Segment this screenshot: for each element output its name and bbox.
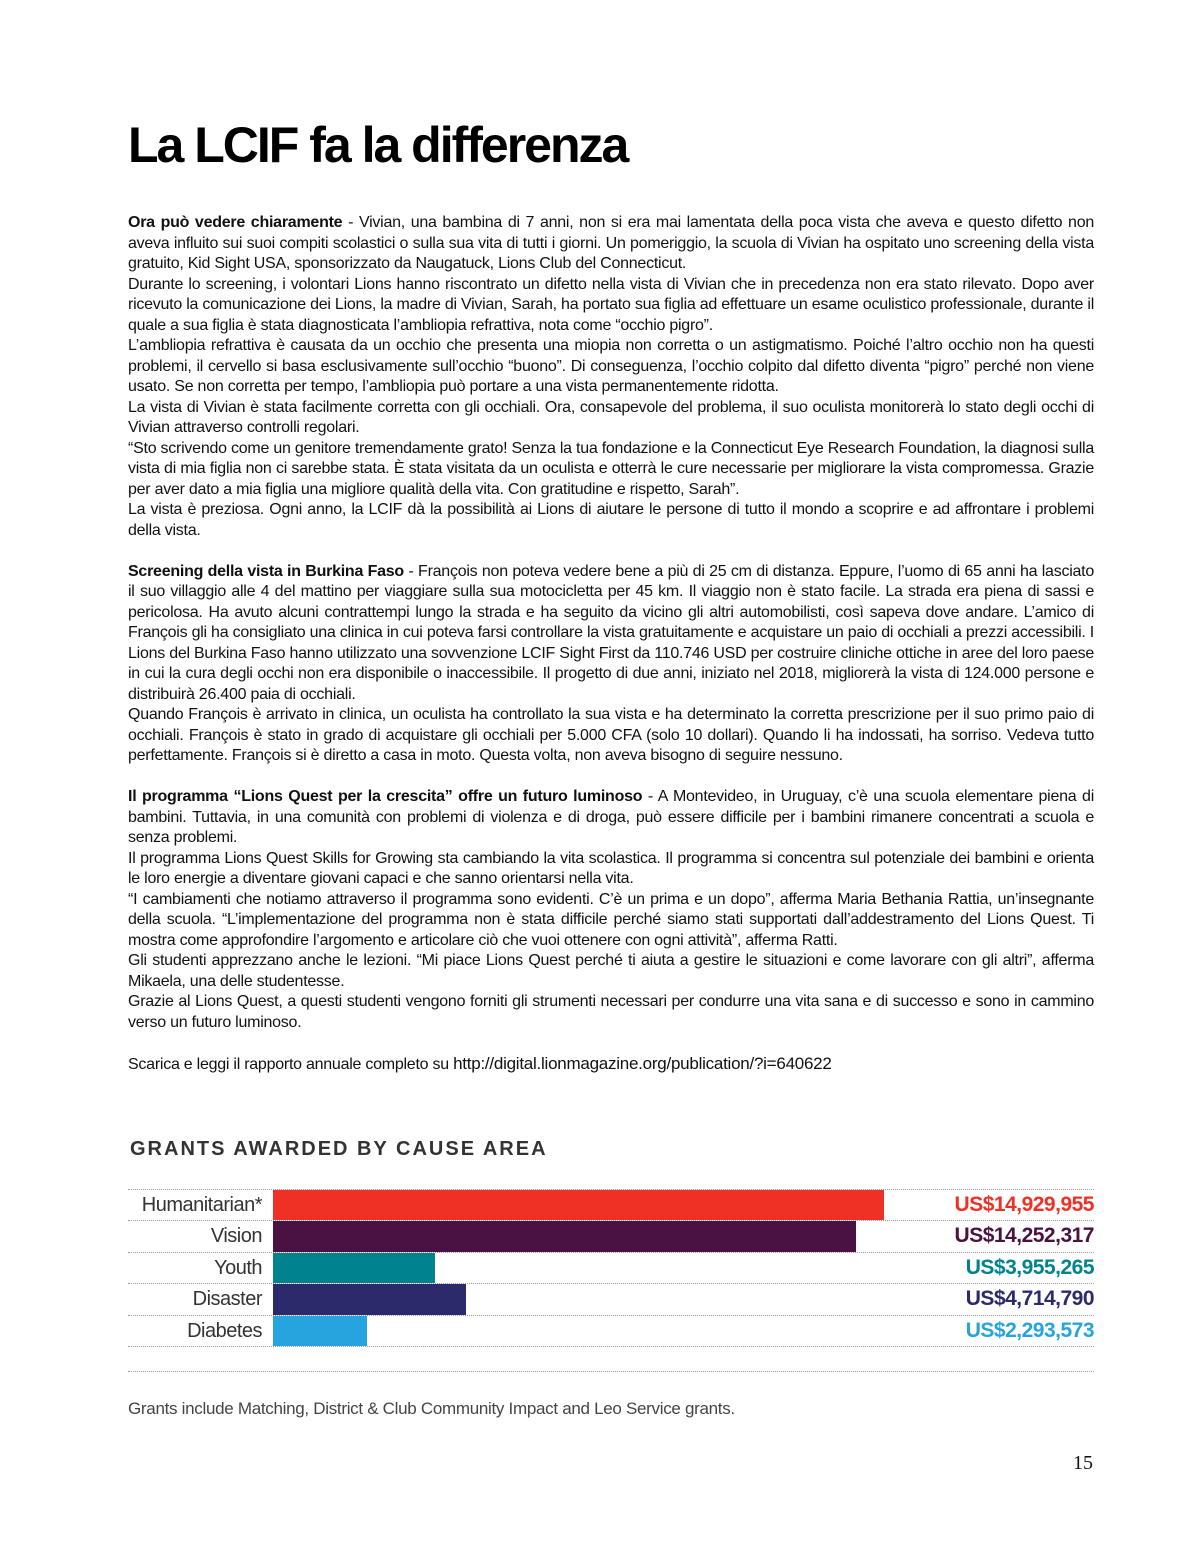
bar	[273, 1253, 435, 1283]
bar	[273, 1316, 367, 1346]
value-label: US$14,252,317	[954, 1224, 1094, 1248]
value-label: US$4,714,790	[965, 1287, 1094, 1311]
bar	[273, 1190, 884, 1220]
paragraph-text: La vista di Vivian è stata facilmente corretta con gli occhiali. Ora, consapevole del problema, il suo oculista monitorerà lo stato degli occhi di Vivian attraverso controlli regolari.	[128, 398, 1094, 436]
section-heading: Il programma “Lions Quest per la crescita” offre un futuro luminoso	[128, 788, 643, 805]
paragraph-text: L’ambliopia refrattiva è causata da un occhio che presenta una miopia non corretta o un astigmatismo. Poiché l’altro occhio non ha questi problemi, il cervello si basa esclusivamente sull’occhio “buono”. Di conseguenza, l’occhio colpito dal difetto diventa “pigro” perché non viene usato. Se non corretta per tempo, l’ambliopia può portare a una vista permanentemente ridotta.	[128, 337, 1094, 395]
bar	[273, 1221, 856, 1251]
download-text: Scarica e leggi il rapporto annuale completo su	[128, 1055, 454, 1073]
chart-row	[128, 1190, 1094, 1221]
value-label: US$3,955,265	[965, 1255, 1094, 1279]
paragraph-text: Il programma Lions Quest Skills for Growing sta cambiando la vita scolastica. Il programma si concentra sul potenziale dei bambini e orienta le loro energie a diventare giovani capaci e che sanno orientarsi nella vita.	[128, 849, 1094, 887]
paragraph-text: - A Montevideo, in Uruguay, c’è una scuola elementare piena di bambini. Tuttavia, in una comunità con problemi di violenza e di droga, può essere difficile per i bambini rimanere concentrati a scuola e senza problemi.	[128, 788, 1095, 846]
paragraph	[128, 439, 1094, 501]
paragraph	[128, 849, 1094, 890]
page-number: 15	[1073, 1452, 1093, 1474]
category-label: Humanitarian*	[141, 1194, 262, 1216]
paragraph	[128, 562, 1094, 706]
section-heading: Screening della vista in Burkina Faso	[128, 562, 404, 580]
paragraph	[128, 705, 1094, 767]
section-heading: Ora può vedere chiaramente	[128, 214, 343, 231]
article-body	[128, 213, 1094, 1075]
paragraph	[128, 787, 1094, 849]
page-title: La LCIF fa la differenza	[128, 117, 628, 173]
value-label: US$2,293,573	[965, 1318, 1094, 1342]
paragraph	[128, 398, 1094, 439]
paragraph-text: “Sto scrivendo come un genitore tremendamente grato! Senza la tua fondazione e la Connecticut Eye Research Foundation, la diagnosi sulla vista di mia figlia non ci sarebbe stata. È stata visitata da un oculista e otterrà le cure necessarie per migliorare la vista compromessa. Grazie per aver dato a mia figlia una migliore qualità della vita. Con gratitudine e rispetto, Sarah”.	[128, 439, 1094, 498]
paragraph-text: Gli studenti apprezzano anche le lezioni. “Mi piace Lions Quest perché ti aiuta a gestire le situazioni e come lavorare con gli altri”, afferma Mikaela, una delle studentesse.	[128, 952, 1094, 990]
bar	[273, 1284, 466, 1314]
paragraph-text: Durante lo screening, i volontari Lions hanno riscontrato un difetto nella vista di Vivian che in precedenza non era stato rilevato. Dopo aver ricevuto la comunicazione dei Lions, la madre di Vivian, Sarah, ha portato sua figlia ad effettuare un esame oculistico professionale, durante il quale a sua figlia è stata diagnosticata l’ambliopia refrattiva, nota come “occhio pigro”.	[128, 275, 1094, 334]
paragraph-text: - Vivian, una bambina di 7 anni, non si era mai lamentata della poca vista che aveva e questo difetto non aveva influito sui suoi compiti scolastici o sulla sua vita di tutti i giorni. Un pomeriggio, la scuola di Vivian ha ospitato uno screening della vista gratuito, Kid Sight USA, sponsorizzato da Naugatuck, Lions Club del Connecticut.	[128, 214, 1095, 272]
paragraph-text: Grazie al Lions Quest, a questi studenti vengono forniti gli strumenti necessari per condurre una vita sana e di successo e sono in cammino verso un futuro luminoso.	[128, 993, 1094, 1031]
download-line	[128, 1054, 1094, 1076]
spacer	[128, 541, 1094, 562]
chart-rows	[128, 1189, 1094, 1347]
chart-row	[128, 1316, 1094, 1347]
paragraph	[128, 336, 1094, 398]
paragraph-text: “I cambiamenti che notiamo attraverso il programma sono evidenti. C’è un prima e un dopo”, afferma Maria Bethania Rattia, un’insegnante della scuola. “L’implementazione del programma non è stata difficile perché siamo stati supportati dall’addestramento del Lions Quest. Ti mostra come approfondire l’argomento e articolare ciò che vuoi ottenere con ogni attività”, afferma Ratti.	[128, 890, 1094, 949]
grants-chart	[128, 1138, 1094, 1418]
category-label: Vision	[210, 1225, 262, 1248]
chart-row	[128, 1221, 1094, 1252]
chart-row	[128, 1284, 1094, 1315]
paragraph	[128, 992, 1094, 1033]
chart-footnote: Grants include Matching, District & Club Community Impact and Leo Service grants.	[128, 1399, 735, 1418]
paragraph	[128, 500, 1094, 541]
spacer	[128, 1033, 1094, 1054]
category-label: Disaster	[192, 1288, 262, 1311]
spacer	[128, 767, 1094, 788]
report-link[interactable]: http://digital.lionmagazine.org/publication/?i=640622	[453, 1053, 832, 1073]
paragraph-text: - François non poteva vedere bene a più di 25 cm di distanza. Eppure, l’uomo di 65 anni ha lasciato il suo villaggio alle 4 del mattino per viaggiare sulla sua motocicletta per 45 km. Il viaggio non è stato facile. La strada era piena di sassi e pericolosa. Ha avuto alcuni contrattempi lungo la strada e ha seguito da vicino gli altri automobilisti, così sapeva dove andare. L’amico di François gli ha consigliato una clinica in cui poteva farsi controllare la vista gratuitamente e acquistare un paio di occhiali a prezzi accessibili. I Lions del Burkina Faso hanno utilizzato una sovvenzione LCIF Sight First da 110.746 USD per costruire cliniche ottiche in aree del loro paese in cui la cura degli occhi non era disponibile o inaccessibile. Il progetto di due anni, iniziato nel 2018, migliorerà la vista di 124.000 persone e distribuirà 26.400 paia di occhiali.	[128, 562, 1095, 703]
paragraph	[128, 890, 1094, 952]
value-label: US$14,929,955	[954, 1193, 1094, 1216]
paragraph	[128, 951, 1094, 992]
paragraph-text: Quando François è arrivato in clinica, un oculista ha controllato la sua vista e ha determinato la corretta prescrizione per il suo primo paio di occhiali. François è stato in grado di acquistare gli occhiali per 5.000 CFA (solo 10 dollari). Quando li ha indossati, ha sorriso. Vedeva tutto perfettamente. François si è diretto a casa in moto. Questa volta, non aveva bisogno di seguire nessuno.	[128, 706, 1094, 764]
chart-row	[128, 1253, 1094, 1284]
paragraph	[128, 275, 1094, 337]
category-label: Diabetes	[187, 1319, 262, 1342]
chart-title: GRANTS AWARDED BY CAUSE AREA	[130, 1138, 548, 1160]
paragraph	[128, 213, 1094, 275]
divider	[128, 1371, 1094, 1372]
paragraph-text: La vista è preziosa. Ogni anno, la LCIF dà la possibilità ai Lions di aiutare le persone di tutto il mondo a scoprire e ad affrontare i problemi della vista.	[128, 501, 1094, 539]
category-label: Youth	[214, 1256, 262, 1279]
